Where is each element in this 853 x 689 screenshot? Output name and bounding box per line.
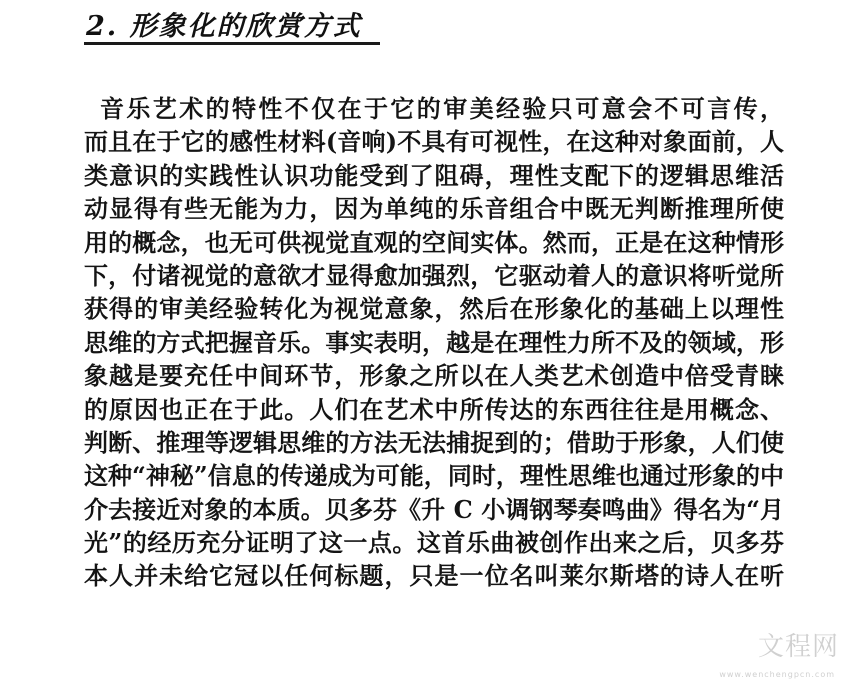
- text-line: 本人并未给它冠以任何标题，只是一位名叫莱尔斯塔的诗人在听: [84, 561, 784, 591]
- text-line: 介去接近对象的本质。贝多芬《升 C 小调钢琴奏鸣曲》得名为“月: [84, 494, 784, 524]
- body-paragraph: [84, 92, 784, 593]
- text-line: 思维的方式把握音乐。事实表明，越是在理性力所不及的领域，形: [84, 327, 784, 357]
- watermark-logo: 文程网: [757, 632, 839, 662]
- watermark-url: www.wenchengpcn.com: [719, 670, 835, 679]
- text-line: 音乐艺术的特性不仅在于它的审美经验只可意会不可言传，: [100, 94, 784, 123]
- text-line: 类意识的实践性认识功能受到了阻碍，理性支配下的逻辑思维活: [84, 160, 784, 190]
- text-line: 而且在于它的感性材料(音响)不具有可视性，在这种对象面前，人: [84, 127, 784, 157]
- text-line: 的原因也正在于此。人们在艺术中所传达的东西往往是用概念、: [84, 394, 784, 424]
- text-line: 判断、推理等逻辑思维的方法无法捕捉到的；借助于形象，人们使: [84, 427, 784, 457]
- text-line: 下，付诸视觉的意欲才显得愈加强烈，它驱动着人的意识将听觉所: [84, 260, 784, 290]
- text-line: 获得的审美经验转化为视觉意象，然后在形象化的基础上以理性: [84, 294, 784, 324]
- text-line: 动显得有些无能为力，因为单纯的乐音组合中既无判断推理所使: [84, 194, 784, 224]
- text-line: 光”的经历充分证明了这一点。这首乐曲被创作出来之后，贝多芬: [84, 528, 784, 558]
- heading-underline: [84, 42, 380, 45]
- text-line: 这种“神秘”信息的传递成为可能，同时，理性思维也通过形象的中: [84, 461, 784, 491]
- text-line: 象越是要充任中间环节，形象之所以在人类艺术创造中倍受青睐: [84, 361, 784, 391]
- text-line: 用的概念，也无可供视觉直观的空间实体。然而，正是在这种情形: [84, 227, 784, 257]
- section-heading: 2. 形象化的欣赏方式: [86, 11, 362, 42]
